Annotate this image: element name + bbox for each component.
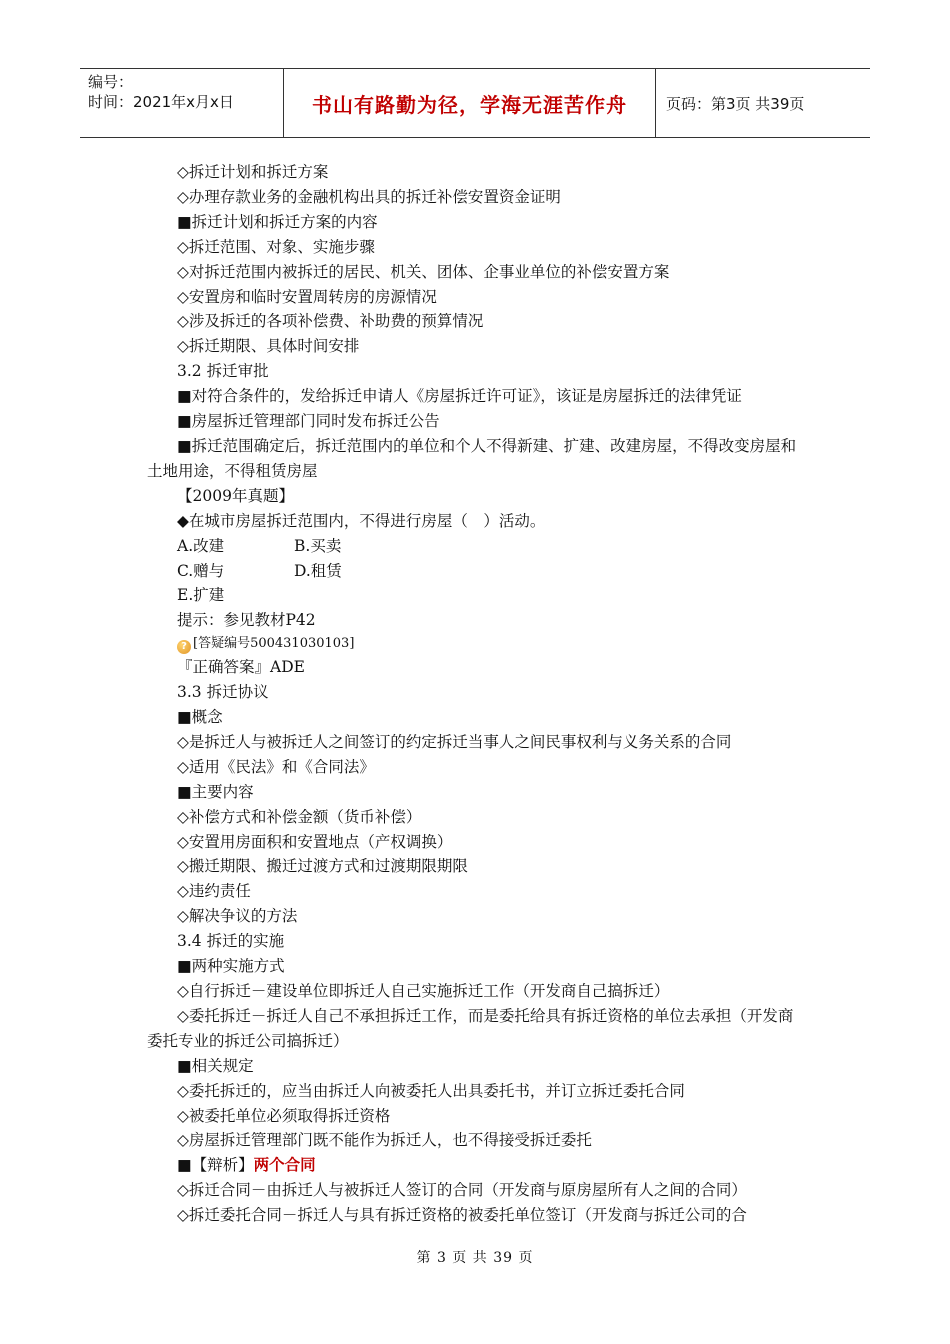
option-d: D.租赁 xyxy=(294,561,342,580)
text-line: ◇自行拆迁－建设单位即拆迁人自己实施拆迁工作（开发商自己搞拆迁） xyxy=(177,982,670,1000)
qa-id-link[interactable]: [答疑编号500431030103] xyxy=(193,636,355,652)
analysis-heading xyxy=(147,1153,807,1178)
option-row xyxy=(147,559,807,584)
text-line: ◇解决争议的方法 xyxy=(177,907,298,926)
text-line: ◇拆迁合同－由拆迁人与被拆迁人签订的合同（开发商与原房屋所有人之间的合同） xyxy=(177,1181,747,1200)
text-line: ◇拆迁计划和拆迁方案 xyxy=(177,163,329,181)
option-e: E.扩建 xyxy=(177,586,225,605)
text-line: ◇搬迁期限、搬迁过渡方式和过渡期限期限 xyxy=(177,857,468,876)
time-label: 时间：2021年x月x日 xyxy=(88,93,234,111)
number-label: 编号： xyxy=(88,73,134,91)
option-b: B.买卖 xyxy=(294,536,342,555)
option-row xyxy=(147,534,807,559)
text-line: ◇安置房和临时安置周转房的房源情况 xyxy=(177,287,437,306)
text-line: ◇涉及拆迁的各项补偿费、补助费的预算情况 xyxy=(177,312,484,331)
text-line: ◇办理存款业务的金融机构出具的拆迁补偿安置资金证明 xyxy=(177,187,561,206)
text-line: ◇违约责任 xyxy=(177,882,251,901)
text-line: ◇拆迁委托合同－拆迁人与具有拆迁资格的被委托单位签订（开发商与拆迁公司的合 xyxy=(177,1206,747,1225)
section-heading: 3.2 拆迁审批 xyxy=(177,362,269,381)
analysis-prefix: ■【辩析】 xyxy=(177,1156,254,1175)
option-a: A.改建 xyxy=(177,536,225,555)
analysis-highlight: 两个合同 xyxy=(253,1155,316,1175)
answer-text: 『正确答案』ADE xyxy=(177,658,305,677)
text-line: ◇安置用房面积和安置地点（产权调换） xyxy=(177,832,453,851)
text-line: ◇对拆迁范围内被拆迁的居民、机关、团体、企事业单位的补偿安置方案 xyxy=(177,262,670,281)
header-meta xyxy=(80,69,284,137)
text-line: ■拆迁计划和拆迁方案的内容 xyxy=(177,212,378,231)
text-line: ■两种实施方式 xyxy=(177,957,285,976)
option-c: C.赠与 xyxy=(177,561,225,580)
page-footer: 第 3 页 共 39 页 xyxy=(416,1250,534,1266)
page-header xyxy=(80,68,870,138)
section-heading: 3.3 拆迁协议 xyxy=(177,683,269,702)
text-line: ■对符合条件的，发给拆迁申请人《房屋拆迁许可证》，该证是房屋拆迁的法律凭证 xyxy=(177,387,742,406)
text-line: ◇委托拆迁的，应当由拆迁人向被委托人出具委托书，并订立拆迁委托合同 xyxy=(177,1081,685,1100)
text-line: ■主要内容 xyxy=(177,782,254,801)
page-indicator: 页码：第3页 共39页 xyxy=(666,94,805,113)
hint-text: 提示：参见教材P42 xyxy=(177,611,316,630)
text-line: ◇适用《民法》和《合同法》 xyxy=(177,757,375,776)
text-line: ◇补偿方式和补偿金额（货币补偿） xyxy=(177,807,422,826)
text-line: ◇是拆迁人与被拆迁人之间签订的约定拆迁当事人之间民事权利与义务关系的合同 xyxy=(177,732,732,751)
text-line: ■相关规定 xyxy=(177,1056,254,1075)
text-paragraph: ■拆迁范围确定后，拆迁范围内的单位和个人不得新建、扩建、改建房屋，不得改变房屋和土地用途，不得租赁房屋 xyxy=(147,436,797,480)
document-body xyxy=(147,160,807,1228)
exam-heading: 【2009年真题】 xyxy=(177,486,294,505)
qa-id-row[interactable] xyxy=(147,633,807,655)
question-icon: ? xyxy=(177,640,191,654)
text-line: ◇拆迁范围、对象、实施步骤 xyxy=(177,237,375,256)
text-line: ◇被委托单位必须取得拆迁资格 xyxy=(177,1106,391,1125)
motto: 书山有路勤为径，学海无涯苦作舟 xyxy=(284,69,656,137)
text-line: ■概念 xyxy=(177,708,223,727)
text-line: ◇房屋拆迁管理部门既不能作为拆迁人，也不得接受拆迁委托 xyxy=(177,1131,592,1150)
section-heading: 3.4 拆迁的实施 xyxy=(177,932,285,951)
text-line: ■房屋拆迁管理部门同时发布拆迁公告 xyxy=(177,412,440,431)
text-paragraph: ◇委托拆迁－拆迁人自己不承担拆迁工作，而是委托给具有拆迁资格的单位去承担（开发商委托专业的拆迁公司搞拆迁） xyxy=(147,1006,794,1050)
question-text: ◆在城市房屋拆迁范围内，不得进行房屋（ ）活动。 xyxy=(177,511,546,530)
text-line: ◇拆迁期限、具体时间安排 xyxy=(177,337,360,356)
